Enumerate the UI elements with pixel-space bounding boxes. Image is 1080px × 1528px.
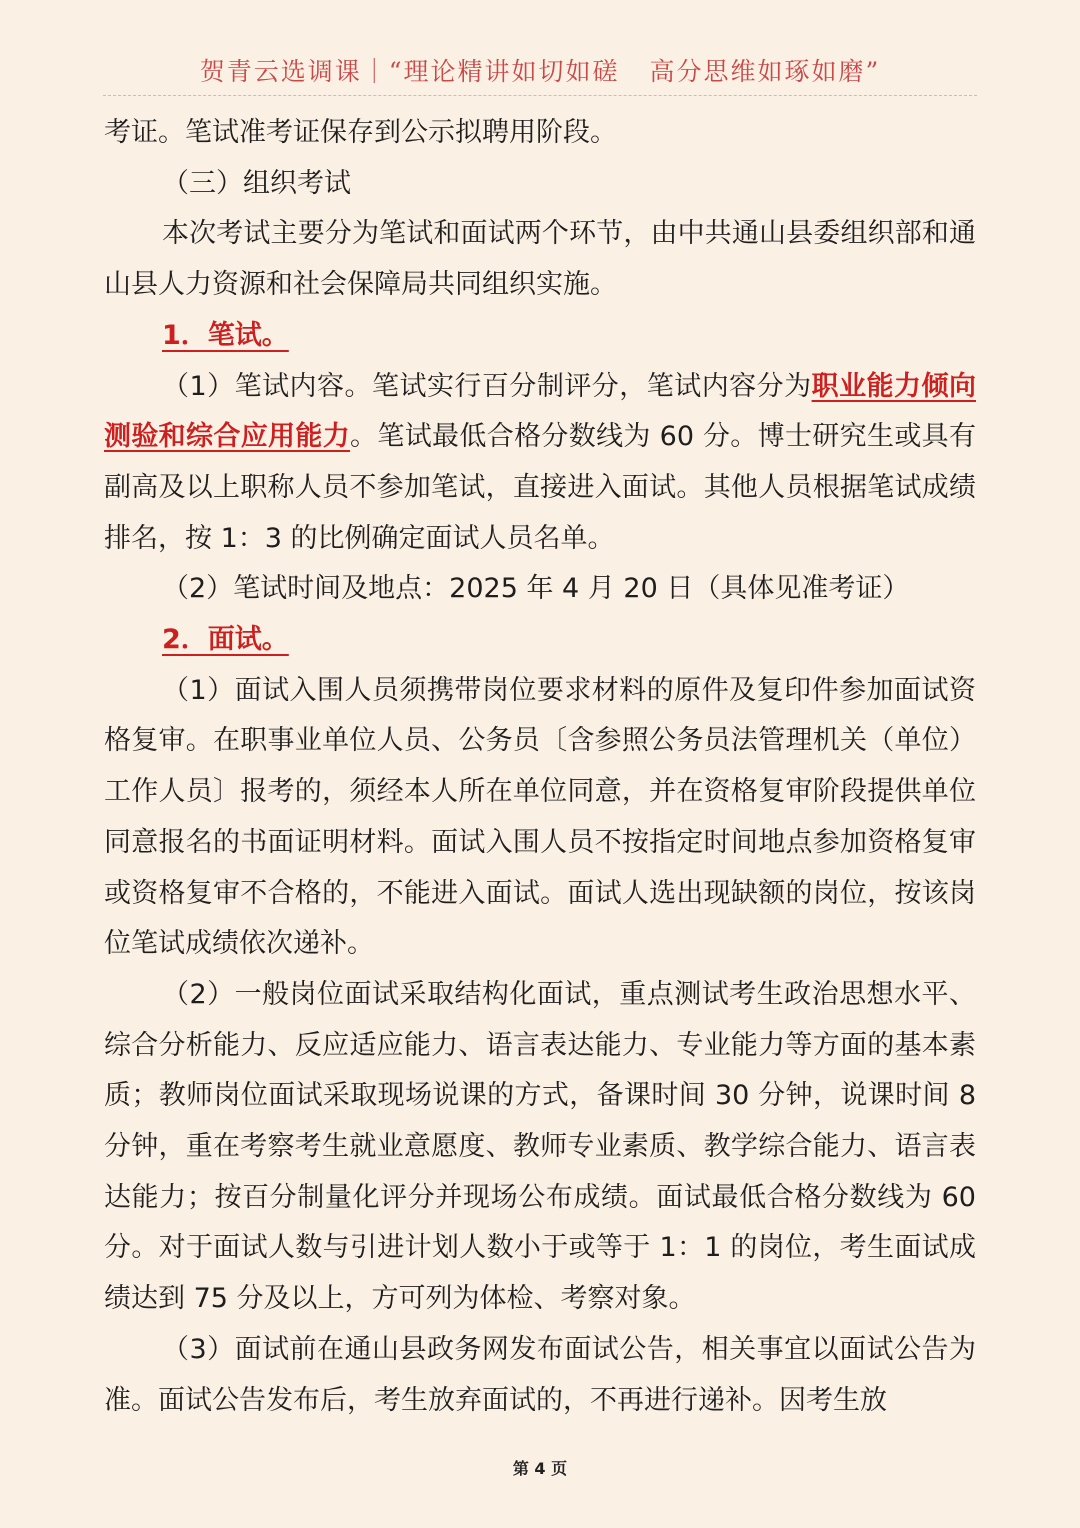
paragraph-1: 考证。笔试准考证保存到公示拟聘用阶段。 [104,117,617,148]
written-content-rest: 。笔试最低合格分数线为 60 分。博士研究生或具有副高及以上职称人员不参加笔试，直接进入面试。其他人员根据笔试成绩排名，按 1：3 的比例确定面试人员名单。 [104,421,976,554]
header-divider [103,95,977,96]
heading-written-exam [104,311,976,362]
paragraph-interview-1: （1）面试入围人员须携带岗位要求材料的原件及复印件参加面试资格复审。在职事业单位人员、公务员〔含参照公务员法管理机关（单位）工作人员〕报考的，须经本人所在单位同意，并在资格复审阶段提供单位同意报名的书面证明材料。面试入围人员不按指定时间地点参加资格复审或资格复审不合格的，不能进入面试。面试人选出现缺额的岗位，按该岗位笔试成绩依次递补。 [104,674,976,960]
exam-subjects-highlight: 职业能力倾向测验和综合应用能力 [104,370,976,453]
paragraph-written-time: （2）笔试时间及地点：2025 年 4 月 20 日（具体见准考证） [162,573,910,605]
page-header [0,52,1080,88]
written-content-lead: （1）笔试内容。笔试实行百分制评分，笔试内容分为 [162,370,812,402]
header-brand: 贺青云选调课 [199,57,362,86]
document-body [104,108,976,1426]
header-separator: ｜ [361,57,389,86]
paragraph-written-content [104,362,976,565]
paragraph-interview-3: （3）面试前在通山县政务网发布面试公告，相关事宜以面试公告为准。面试公告发布后，考生放弃面试的，不再进行递补。因考生放 [104,1333,976,1416]
section-title: （三）组织考试 [162,167,351,199]
paragraph-intro: 本次考试主要分为笔试和面试两个环节，由中共通山县委组织部和通山县人力资源和社会保障局共同组织实施。 [104,218,976,301]
header-slogan-b: 高分思维如琢如磨” [649,57,881,86]
header-slogan-a: “理论精讲如切如磋 [388,57,620,86]
heading-interview-text: 2．面试。 [162,624,289,656]
heading-written-exam-text: 1．笔试。 [162,319,289,351]
paragraph-interview-2: （2）一般岗位面试采取结构化面试，重点测试考生政治思想水平、综合分析能力、反应适应能力、语言表达能力、专业能力等方面的基本素质；教师岗位面试采取现场说课的方式，备课时间 30 分钟，说课时间 8 分钟，重在考察考生就业意愿度、教师专业素质、教学综合能力、语言表达能力；按百分制量化评分并现场公布成绩。面试最低合格分数线为 60 分。对于面试人数与引进计划人数小于或等于 1：1 的岗位，考生面试成绩达到 75 分及以上，方可列为体检、考察对象。 [104,978,976,1315]
page-number: 第 4 页 [512,1459,568,1478]
heading-interview [104,615,976,666]
